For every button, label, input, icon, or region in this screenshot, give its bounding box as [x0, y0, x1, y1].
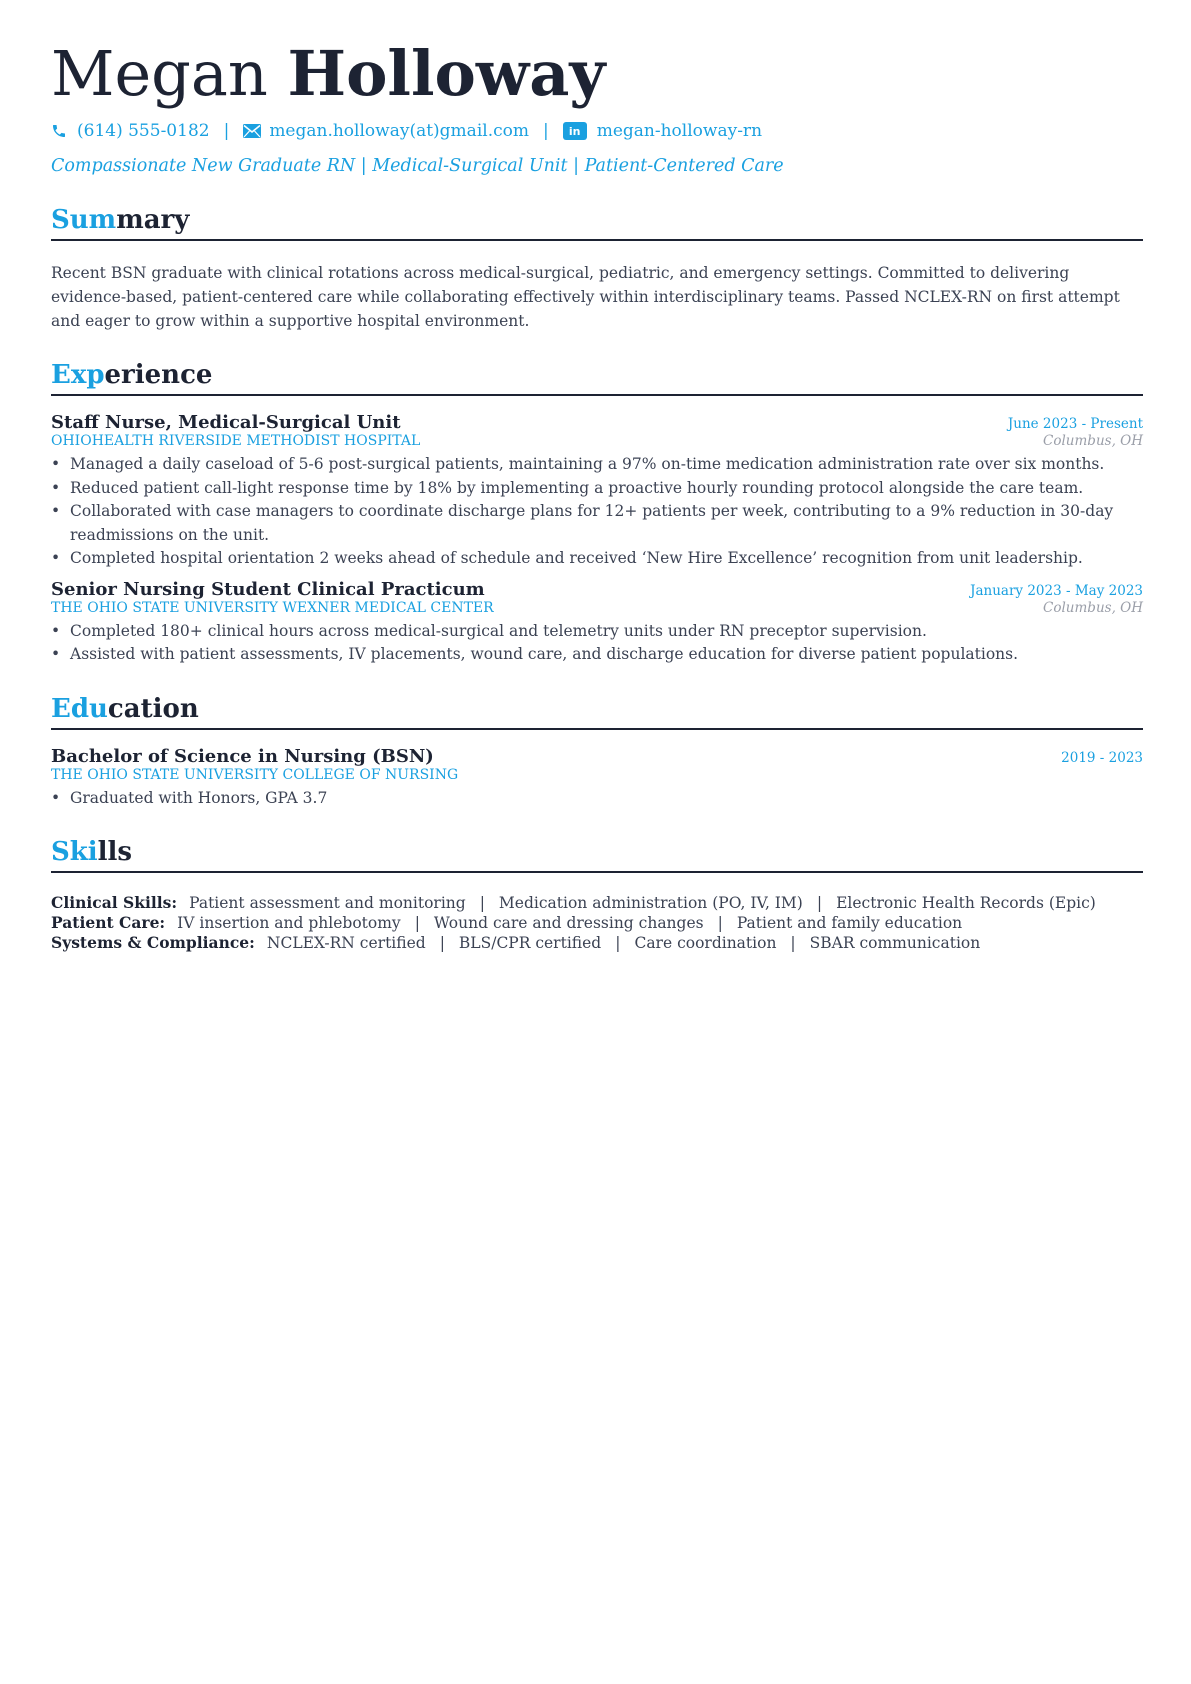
- job-location: Columbus, OH: [1043, 599, 1143, 616]
- summary-section: [51, 204, 1143, 333]
- skill-group: [51, 913, 1143, 933]
- school-name: THE OHIO STATE UNIVERSITY COLLEGE OF NURSING: [51, 766, 459, 783]
- skill-category: Systems & Compliance:: [51, 933, 255, 952]
- job-employer: OHIOHEALTH RIVERSIDE METHODIST HOSPITAL: [51, 433, 421, 449]
- email-address: megan.holloway(at)gmail.com: [269, 121, 529, 141]
- contact-separator: |: [223, 121, 230, 141]
- skill-item: NCLEX-RN certified: [266, 934, 426, 952]
- job-title: Senior Nursing Student Clinical Practicum: [51, 578, 485, 600]
- skill-item: Patient and family education: [736, 914, 963, 932]
- skill-group: [51, 893, 1143, 913]
- skill-group: [51, 933, 1143, 953]
- education-bullets: [51, 787, 1143, 811]
- skill-separator: |: [816, 894, 823, 912]
- experience-section: [51, 359, 1143, 667]
- phone-number: (614) 555-0182: [77, 121, 210, 141]
- bullet-item: • Completed hospital orientation 2 weeks ahead of schedule and received ‘New Hire Excellence’ recognition from unit leadership.: [51, 547, 1143, 571]
- degree-title: Bachelor of Science in Nursing (BSN): [51, 745, 434, 767]
- skill-item: SBAR communication: [809, 934, 981, 952]
- skills-section: [51, 836, 1143, 953]
- skill-category: Patient Care:: [51, 913, 166, 932]
- skill-separator: |: [479, 894, 485, 912]
- bullet-item: • Completed 180+ clinical hours across medical-surgical and telemetry units under RN preceptor supervision.: [51, 620, 1143, 644]
- skill-separator: |: [414, 914, 420, 932]
- skill-item: Patient assessment and monitoring: [189, 894, 466, 912]
- education-dates: 2019 - 2023: [1061, 749, 1143, 766]
- skills-list: [51, 893, 1143, 953]
- education-entry: [51, 746, 1143, 811]
- job-dates: June 2023 - Present: [1007, 416, 1143, 432]
- section-title-experience: Experience: [51, 359, 1143, 396]
- last-name: Holloway: [287, 37, 606, 110]
- bullet-item: • Managed a daily caseload of 5-6 post-surgical patients, maintaining a 97% on-time medication administration rate over six months.: [51, 453, 1143, 477]
- skill-item: Electronic Health Records (Epic): [836, 894, 1096, 912]
- contact-separator: |: [542, 121, 549, 141]
- summary-text: Recent BSN graduate with clinical rotations across medical-surgical, pediatric, and emergency settings. Committed to delivering evidence-based, patient-centered care while collaborating effectively within interdisciplinary teams. Passed NCLEX-RN on first attempt and eager to grow within a supportive hospital environment.: [51, 264, 1120, 330]
- bullet-item: • Graduated with Honors, GPA 3.7: [51, 787, 1143, 811]
- job-entry: [51, 412, 1143, 571]
- skill-separator: |: [717, 914, 723, 932]
- skill-item: Medication administration (PO, IV, IM): [498, 894, 803, 912]
- job-bullets: [51, 453, 1143, 571]
- skill-item: Care coordination: [634, 934, 777, 952]
- job-title: Staff Nurse, Medical-Surgical Unit: [51, 412, 401, 433]
- skill-separator: |: [790, 934, 796, 952]
- bullet-item: • Assisted with patient assessments, IV placements, wound care, and discharge education for diverse patient populations.: [51, 643, 1143, 667]
- contact-bar: [51, 118, 1143, 144]
- skill-separator: |: [439, 934, 445, 952]
- linkedin-icon: in: [563, 122, 587, 140]
- candidate-name: [51, 38, 1143, 110]
- phone-icon: [51, 123, 67, 139]
- contact-linkedin[interactable]: [563, 121, 762, 141]
- section-title-skills: Skills: [51, 836, 1143, 873]
- bullet-item: • Collaborated with case managers to coordinate discharge plans for 12+ patients per week, contributing to a 9% reduction in 30-day readmissions on the unit.: [51, 500, 1143, 547]
- job-dates: January 2023 - May 2023: [970, 582, 1143, 599]
- section-title-summary: Summary: [51, 204, 1143, 241]
- education-section: [51, 693, 1143, 811]
- job-location: Columbus, OH: [1043, 433, 1143, 449]
- linkedin-handle: megan-holloway-rn: [596, 121, 763, 141]
- skill-item: IV insertion and phlebotomy: [177, 914, 401, 932]
- job-entry: [51, 579, 1143, 667]
- skill-item: BLS/CPR certified: [458, 934, 602, 952]
- contact-email[interactable]: [243, 121, 529, 141]
- envelope-icon: [243, 124, 261, 138]
- job-bullets: [51, 620, 1143, 667]
- section-title-education: Education: [51, 693, 1143, 730]
- tagline: Compassionate New Graduate RN | Medical-Surgical Unit | Patient-Centered Care: [51, 156, 784, 176]
- first-name: Megan: [51, 37, 268, 110]
- skill-separator: |: [615, 934, 621, 952]
- skill-category: Clinical Skills:: [51, 893, 178, 912]
- contact-phone[interactable]: [51, 121, 210, 141]
- skill-item: Wound care and dressing changes: [433, 914, 704, 932]
- job-employer: THE OHIO STATE UNIVERSITY WEXNER MEDICAL CENTER: [51, 599, 494, 616]
- bullet-item: • Reduced patient call-light response time by 18% by implementing a proactive hourly rounding protocol alongside the care team.: [51, 477, 1143, 501]
